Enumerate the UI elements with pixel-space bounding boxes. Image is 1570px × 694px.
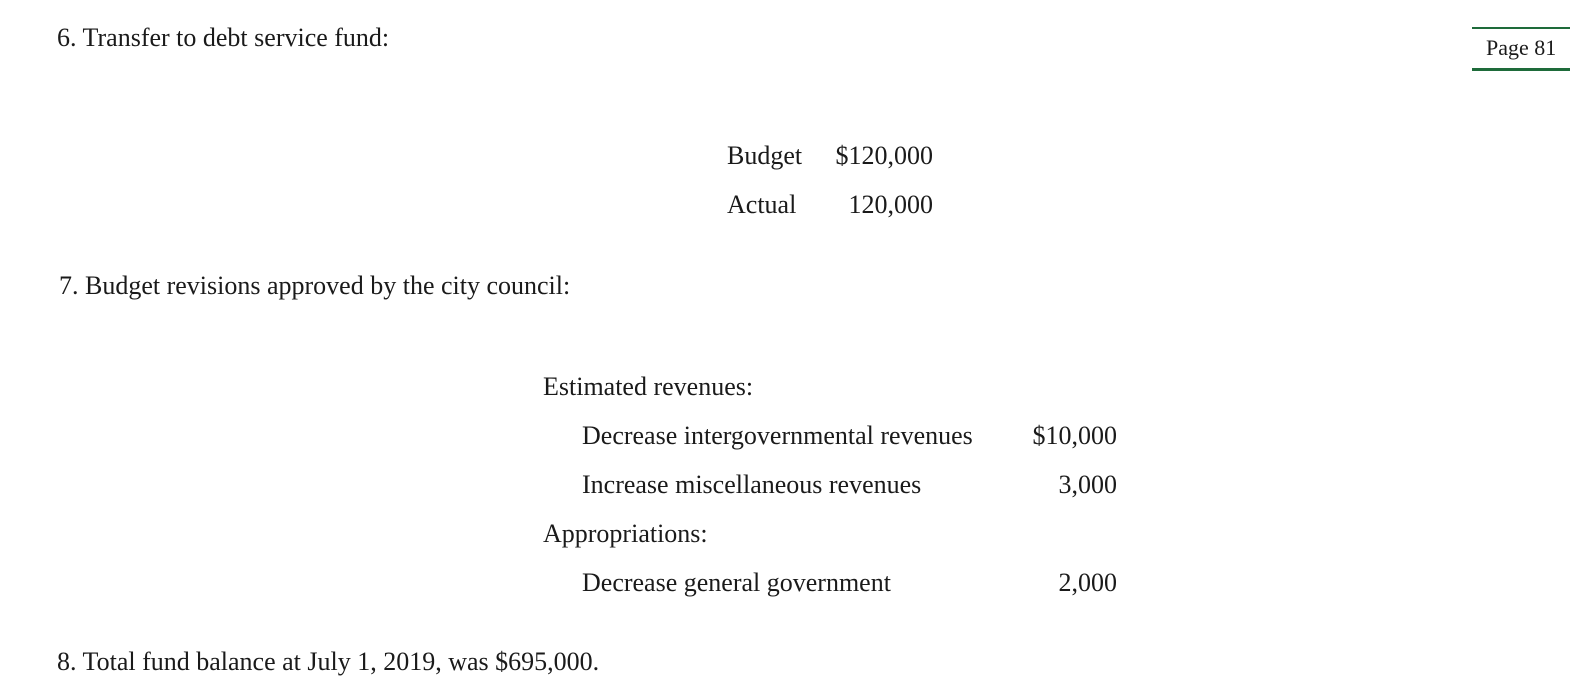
- estimated-revenues-label: Estimated revenues:: [543, 372, 754, 401]
- budget-row: [727, 141, 937, 190]
- appropriation-row-label: Decrease general government: [582, 568, 891, 597]
- budget-label: Budget: [727, 141, 803, 170]
- item-7-heading: 7. Budget revisions approved by the city council:: [59, 271, 571, 300]
- appropriations-heading-row: [543, 519, 1117, 568]
- estimated-revenues-heading-row: [543, 372, 1117, 421]
- item-8-text: 8. Total fund balance at July 1, 2019, was $695,000.: [57, 647, 600, 676]
- actual-amount: 120,000: [848, 190, 933, 219]
- revenue-row: [543, 421, 1117, 470]
- budget-revisions-table: [543, 372, 1117, 617]
- actual-row: [727, 190, 937, 239]
- revenue-row-amount: $10,000: [1032, 421, 1117, 450]
- item-6-heading: 6. Transfer to debt service fund:: [57, 23, 390, 52]
- revenue-row-label: Increase miscellaneous revenues: [582, 470, 922, 499]
- appropriation-row: [543, 568, 1117, 617]
- page-number-marker: [1472, 27, 1570, 71]
- revenue-row-amount: 3,000: [1058, 470, 1117, 499]
- budget-amount: $120,000: [835, 141, 933, 170]
- page-number-label: Page 81: [1486, 35, 1557, 60]
- revenue-row: [543, 470, 1117, 519]
- revenue-row-label: Decrease intergovernmental revenues: [582, 421, 973, 450]
- appropriation-row-amount: 2,000: [1058, 568, 1117, 597]
- actual-label: Actual: [727, 190, 797, 219]
- appropriations-label: Appropriations:: [543, 519, 708, 548]
- transfer-budget-table: [727, 141, 937, 239]
